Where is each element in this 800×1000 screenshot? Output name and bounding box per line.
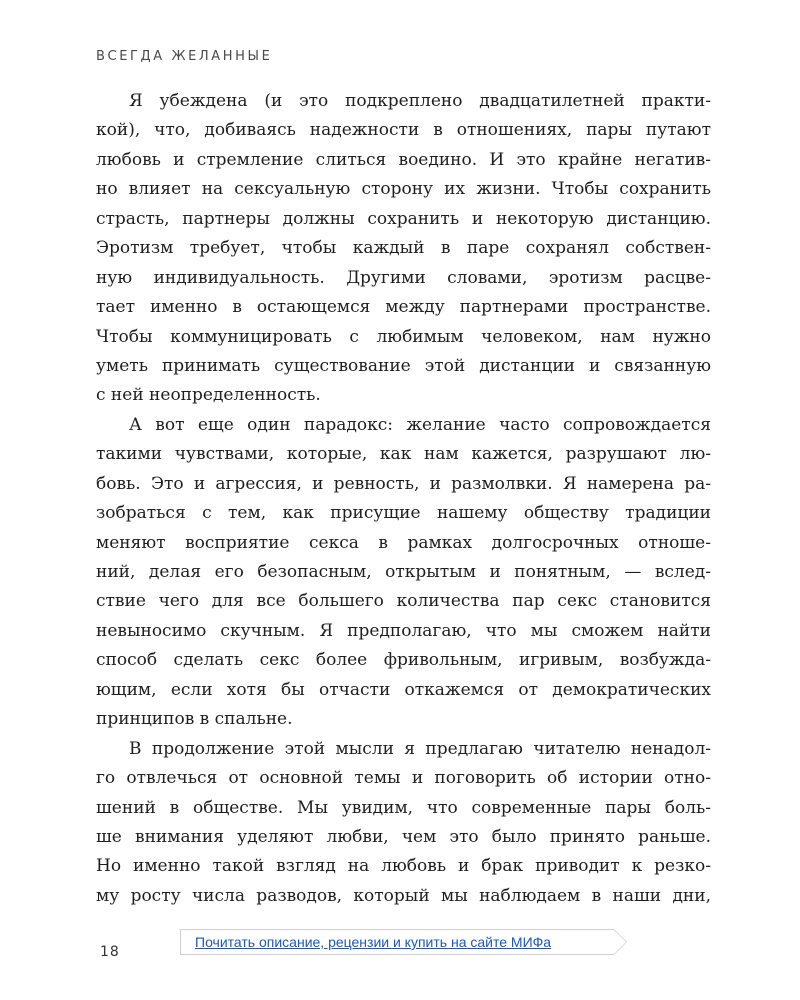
text-line: страсть, партнеры должны сохранить и некоторую дистанцию. [96, 208, 711, 229]
text-line: бовь. Это и агрессия, и ревность, и размолвки. Я намерена ра- [96, 473, 711, 494]
text-line: ющим, если хотя бы отчасти откажемся от демократических [96, 679, 711, 700]
text-line: такими чувствами, которые, как нам кажется, разрушают лю- [96, 444, 711, 465]
text-line: меняют восприятие секса в рамках долгосрочных отноше- [96, 532, 711, 553]
text-line: невыносимо скучным. Я предполагаю, что мы сможем найти [96, 620, 711, 641]
text-line: с ней неопределенность. [96, 385, 321, 406]
text-line: способ сделать секс более фривольным, игривым, возбужда- [96, 650, 711, 671]
text-line: ную индивидуальность. Другими словами, эротизм расцве- [96, 267, 711, 288]
text-line: Чтобы коммуницировать с любимым человеком, нам нужно [96, 326, 711, 347]
text-line: ше внимания уделяют любви, чем это было принято раньше. [96, 826, 711, 847]
text-line: А вот еще один парадокс: желание часто сопровождается [129, 414, 711, 435]
text-line: В продолжение этой мысли я предлагаю читателю ненадол- [129, 738, 711, 759]
page-number: 18 [100, 944, 120, 960]
text-line: зобраться с тем, как присущие нашему обществу традиции [96, 503, 711, 524]
promo-link[interactable]: Почитать описание, рецензии и купить на сайте МИФа [195, 934, 552, 950]
text-line: Но именно такой взгляд на любовь и брак приводит к резко- [96, 856, 711, 877]
text-line: го отвлечься от основной темы и поговорить об истории отно- [96, 768, 711, 789]
text-line: ствие чего для все большего количества пар секс становится [96, 591, 711, 612]
text-line: Эротизм требует, чтобы каждый в паре сохранял собствен- [96, 238, 711, 259]
running-head-title: ВСЕГДА ЖЕЛАННЫЕ [96, 49, 273, 64]
body-text [96, 87, 711, 911]
text-line: му росту числа разводов, который мы наблюдаем в наши дни, [96, 885, 711, 906]
text-line: принципов в спальне. [96, 709, 293, 730]
text-line: Я убеждена (и это подкреплено двадцатилетней практи- [129, 91, 711, 111]
text-line: тает именно в остающемся между партнерами пространстве. [96, 297, 711, 318]
text-line: уметь принимать существование этой дистанции и связанную [96, 355, 711, 376]
text-line: кой), что, добиваясь надежности в отношениях, пары путают [96, 120, 711, 141]
text-line: любовь и стремление слиться воедино. И это крайне негатив- [96, 149, 711, 170]
promo-banner [180, 929, 614, 955]
text-line: но влияет на сексуальную сторону их жизни. Чтобы сохранить [96, 179, 711, 200]
text-line: ний, делая его безопасным, открытым и понятным, — вслед- [96, 562, 711, 582]
text-line: шений в обществе. Мы увидим, что современные пары боль- [96, 797, 711, 818]
